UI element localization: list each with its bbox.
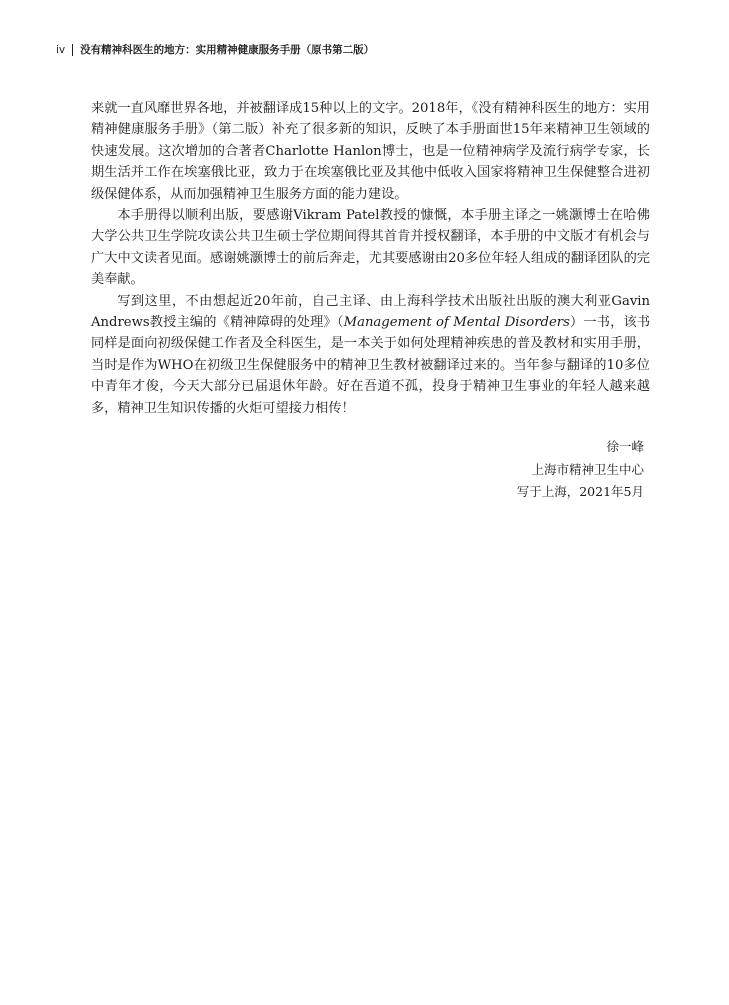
- author-name: 徐一峰: [606, 439, 644, 454]
- paragraph: 本手册得以顺利出版，要感谢Vikram Patel教授的慷慨，本手册主译之一姚灏博士在哈佛大学公共卫生学院攻读公共卫生硕士学位期间得其首肯并授权翻译，本手册的中文版才有机会与广大中文读者见面。感谢姚灏博士的前后奔走，尤其要感谢由20多位年轻人组成的翻译团队的完美奉献。: [91, 208, 650, 288]
- page-number: iv: [56, 43, 66, 56]
- paragraph-text: 写到这里，不由想起近20年前，自己主译、由上海科学技术出版社出版的澳大利亚Gavin Andrews教授主编的《精神障碍的处理》（: [91, 293, 650, 331]
- book-title: 没有精神科医生的地方：实用精神健康服务手册（原书第二版）: [80, 44, 375, 56]
- place-date: 写于上海，2021年5月: [516, 484, 644, 499]
- signature-block: [517, 436, 644, 504]
- paragraph: 来就一直风靡世界各地，并被翻译成15种以上的文字。2018年，《没有精神科医生的地方：实用精神健康服务手册》（第二版）补充了很多新的知识，反映了本手册面世15年来精神卫生领域的快速发展。这次增加的合著者Charlotte Hanlon博士，也是一位精神病学及流行病学专家，长期生活并工作在埃塞俄比亚，致力于在埃塞俄比亚及其他中低收入国家将精神卫生保健整合进初级保健体系，从而加强精神卫生服务方面的能力建设。: [91, 101, 650, 202]
- paragraph-text: ）一书，该书同样是面向初级保健工作者及全科医生，是一本关于如何处理精神疾患的普及教材和实用手册，当时是作为WHO在初级卫生保健服务中的精神卫生教材被翻译过来的。当年参与翻译的10多位中青年才俊，今天大部分已届退休年龄。好在吾道不孤，投身于精神卫生事业的年轻人越来越多，精神卫生知识传播的火炬可望接力相传！: [91, 315, 651, 416]
- book-title-italic: Management of Mental Disorders: [343, 315, 570, 331]
- paragraph: [91, 291, 650, 419]
- header-divider: [72, 44, 73, 56]
- body-text: [91, 98, 650, 419]
- author-affiliation: 上海市精神卫生中心: [531, 461, 644, 477]
- running-header: [56, 42, 374, 57]
